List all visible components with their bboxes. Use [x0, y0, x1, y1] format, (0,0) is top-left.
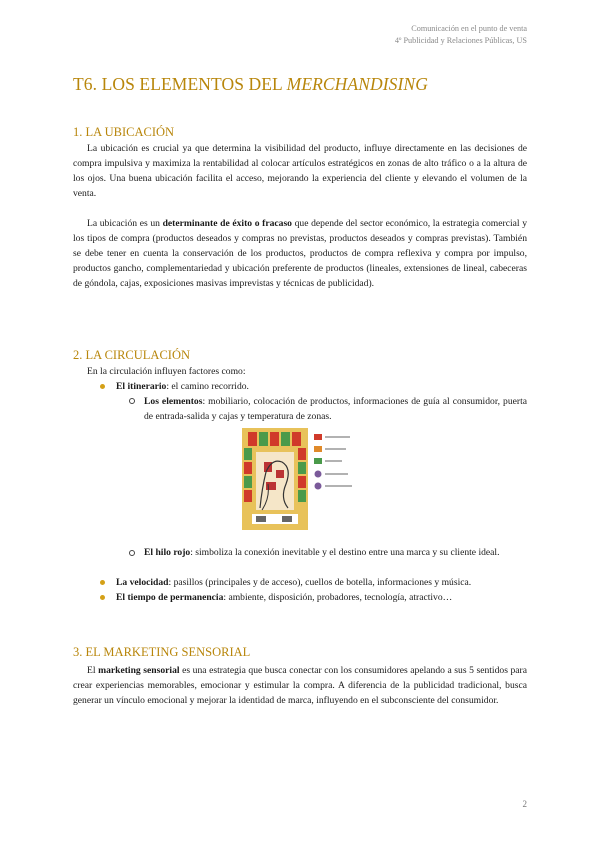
sub-item-hilo-rojo	[144, 545, 527, 560]
section-heading-ubicacion: 1. LA UBICACIÓN	[73, 125, 175, 139]
sub-item-elementos	[144, 394, 527, 424]
header-degree: 4º Publicidad y Relaciones Públicas, US	[394, 36, 527, 45]
item1-text: : el camino recorrido.	[166, 381, 249, 392]
sub2-text: : simboliza la conexión inevitable y el destino entre una marca y su cliente ideal.	[190, 547, 500, 558]
sub-bullet-icon	[129, 398, 135, 404]
sub1-bold: Los elementos	[144, 396, 203, 407]
p2-before: La ubicación es un	[87, 218, 163, 229]
paragraph-ubicacion-2	[73, 216, 527, 291]
sub-bullet-icon	[129, 550, 135, 556]
item3-text: : ambiente, disposición, probadores, tecnología, atractivo…	[223, 592, 453, 603]
title-prefix: T6. LOS ELEMENTOS DEL	[73, 74, 287, 94]
bullet-icon	[100, 384, 105, 389]
page-header	[395, 23, 527, 47]
sub2-bold: El hilo rojo	[144, 547, 191, 558]
item3-bold: El tiempo de permanencia	[116, 592, 224, 603]
section-heading-marketing-sensorial: 3. EL MARKETING SENSORIAL	[73, 645, 251, 659]
p3-after: es una estrategia que busca conectar con los consumidores apelando a sus 5 sentidos para crear experiencias memorables, emocionar y estimular la compra. A diferencia de la publicidad tradicional, busca generar un vínculo emocional y mejorar la identidad de marca, influyendo en el subconsciente del consumidor.	[73, 665, 527, 706]
section-heading-circulacion: 2. LA CIRCULACIÓN	[73, 348, 191, 362]
p2-bold: determinante de éxito o fracaso	[162, 218, 292, 229]
title-italic: MERCHANDISING	[286, 74, 428, 94]
store-layout-image	[242, 428, 372, 530]
p2-after: que depende del sector económico, la estrategia comercial y los tipos de compra (productos deseados y compras no previstas, productos deseados y compras previstas). También se debe tener en cuenta la conservación de los productos, productos de compra reflexiva y compra por impulso, productos gancho, complementariedad y ubicación preferente de productos (lineales, extensiones de lineal, cabeceras de góndola, cajas, exposiciones masivas imprevistas y técnicas de publicidad).	[73, 218, 528, 289]
item1-bold: El itinerario	[116, 381, 167, 392]
p3-before: El	[87, 665, 99, 676]
page-number: 2	[522, 799, 527, 809]
list-item-permanencia	[116, 590, 452, 605]
page-title	[73, 74, 428, 95]
bullet-icon	[100, 595, 105, 600]
sub1-text: : mobiliario, colocación de productos, informaciones de guía al consumidor, puerta de entrada-salida y cajas y temperatura de zonas.	[144, 396, 528, 422]
bullet-icon	[100, 580, 105, 585]
list-item-itinerario	[116, 379, 249, 394]
p3-bold: marketing sensorial	[98, 665, 180, 676]
paragraph-ubicacion-1: La ubicación es crucial ya que determina la visibilidad del producto, influye directamente en las decisiones de compra impulsiva y maximiza la rentabilidad al colocar artículos estratégicos en zonas de alto tráfico o a la altura de los ojos. Una buena ubicación facilita el acceso, mejorando la experiencia del cliente y elevando el volumen de la venta.	[73, 143, 527, 199]
item2-text: : pasillos (principales y de acceso), cuellos de botella, informaciones y música.	[168, 577, 472, 588]
paragraph-marketing-sensorial	[73, 663, 527, 708]
list-item-velocidad	[116, 575, 471, 590]
circulacion-intro: En la circulación influyen factores como:	[87, 366, 246, 377]
header-course: Comunicación en el punto de venta	[411, 24, 527, 33]
item2-bold: La velocidad	[116, 577, 169, 588]
